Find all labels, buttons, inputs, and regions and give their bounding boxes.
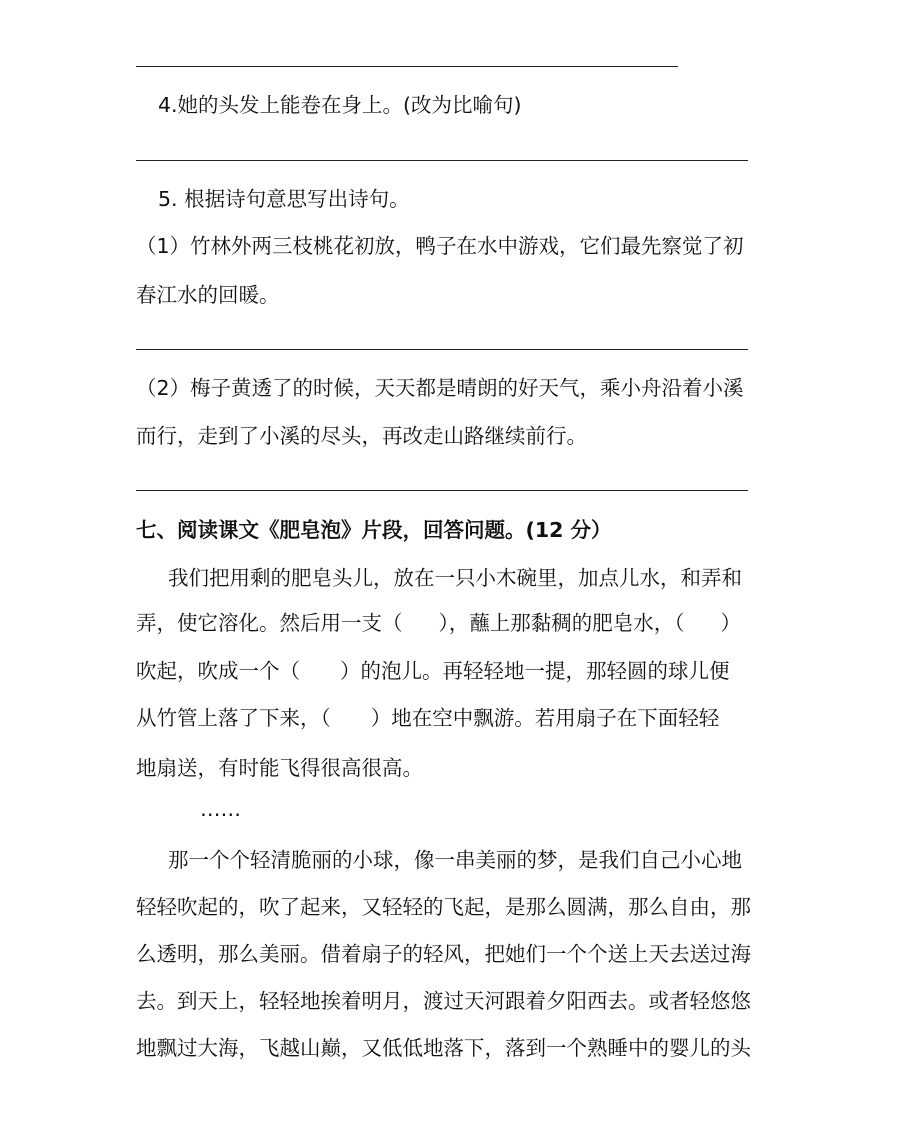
passage-text: ） bbox=[720, 611, 741, 635]
passage-line: 地飘过大海，飞越山巅，又低低地落下，落到一个熟睡中的婴儿的头 bbox=[136, 1036, 751, 1060]
question-5-item-1: （1）竹林外两三枝桃花初放，鸭子在水中游戏，它们最先察觉了初 bbox=[136, 234, 744, 258]
passage-text: 从竹管上落了下来，（ bbox=[136, 706, 331, 730]
passage-line: 我们把用剩的肥皂头儿，放在一只小木碗里，加点儿水，和弄和 bbox=[168, 566, 742, 590]
passage-text: ）地在空中飘游。若用扇子在下面轻轻 bbox=[370, 706, 720, 730]
question-5-item-2-cont: 而行，走到了小溪的尽头，再改走山路继续前行。 bbox=[136, 424, 587, 448]
passage-text: 吹起，吹成一个（ bbox=[136, 659, 300, 683]
question-5-item-2: （2）梅子黄透了的时候，天天都是晴朗的好天气，乘小舟沿着小溪 bbox=[136, 376, 744, 400]
answer-line bbox=[136, 349, 748, 350]
ellipsis: …… bbox=[200, 797, 241, 821]
answer-line bbox=[136, 490, 748, 491]
passage-line: 么透明，那么美丽。借着扇子的轻风，把她们一个个送上天去送过海 bbox=[136, 942, 751, 966]
section-7-title: 七、阅读课文《肥皂泡》片段，回答问题。(12 分） bbox=[136, 518, 612, 542]
answer-line bbox=[136, 160, 748, 161]
question-5-item-1-cont: 春江水的回暖。 bbox=[136, 283, 280, 307]
question-4: 4.她的头发上能卷在身上。(改为比喻句) bbox=[158, 93, 522, 117]
answer-line bbox=[136, 66, 678, 67]
passage-line: 轻轻吹起的，吹了起来，又轻轻的飞起，是那么圆满，那么自由，那 bbox=[136, 895, 751, 919]
passage-text: 弄，使它溶化。然后用一支（ bbox=[136, 611, 403, 635]
passage-line bbox=[136, 658, 730, 684]
question-5-heading: 5. 根据诗句意思写出诗句。 bbox=[158, 187, 410, 211]
passage-text: ）的泡儿。再轻轻地一提，那轻圆的球儿便 bbox=[340, 659, 730, 683]
passage-text: ），蘸上那黏稠的肥皂水，（ bbox=[438, 611, 685, 635]
passage-line: 去。到天上，轻轻地挨着明月，渡过天河跟着夕阳西去。或者轻悠悠 bbox=[136, 989, 751, 1013]
passage-line: 那一个个轻清脆丽的小球，像一串美丽的梦，是我们自己小心地 bbox=[168, 848, 742, 872]
passage-line: 地扇送，有时能飞得很高很高。 bbox=[136, 756, 423, 780]
passage-line bbox=[136, 705, 719, 731]
passage-line bbox=[136, 610, 741, 636]
